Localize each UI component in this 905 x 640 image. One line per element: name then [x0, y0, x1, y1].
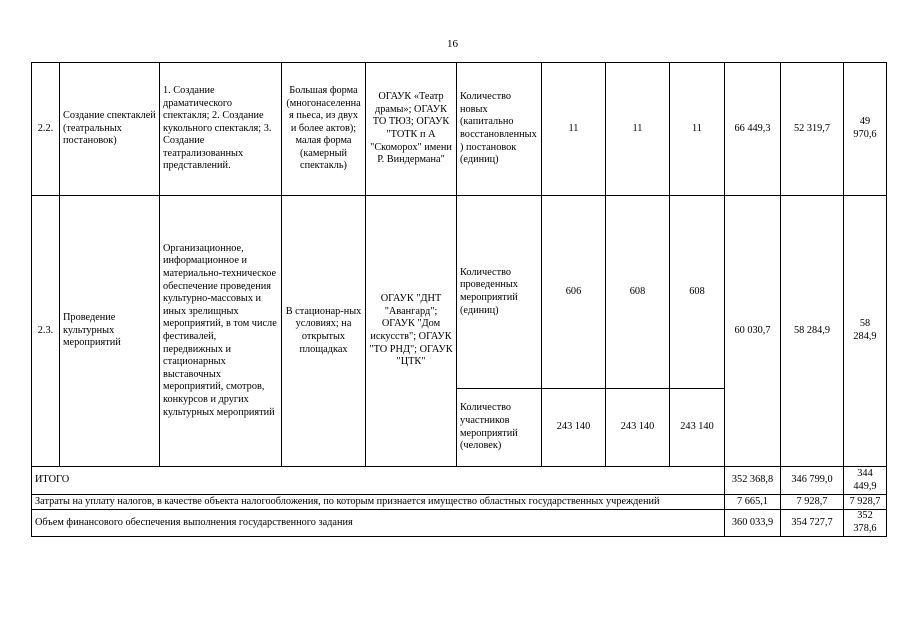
- indicator-value-year1: 606: [542, 196, 606, 389]
- table-row: [32, 196, 887, 389]
- service-form: Большая форма (многонаселенная пьеса, из двух и более актов); малая форма (камерный спектакль): [282, 63, 366, 196]
- service-name: Создание спектаклей (театральных постановок): [60, 63, 160, 196]
- taxes-row: [32, 495, 887, 510]
- total-year3: 344 449,9: [844, 467, 887, 495]
- indicator-value-year2: 608: [606, 196, 670, 389]
- finance-year3: 58 284,9: [844, 196, 887, 467]
- volume-year3: 352 378,6: [844, 510, 887, 537]
- taxes-label: Затраты на уплату налогов, в качестве объекта налогообложения, по которым признается имущество областных государственных учреждений: [32, 495, 725, 510]
- indicator-name: Количество новых (капитально восстановленных) постановок (единиц): [457, 63, 542, 196]
- indicator-name: Количество проведенных мероприятий (единиц): [457, 196, 542, 389]
- volume-year1: 360 033,9: [725, 510, 781, 537]
- volume-label: Объем финансового обеспечения выполнения государственного задания: [32, 510, 725, 537]
- taxes-year2: 7 928,7: [781, 495, 844, 510]
- indicator-value-year2: 11: [606, 63, 670, 196]
- volume-year2: 354 727,7: [781, 510, 844, 537]
- finance-year3: 49 970,6: [844, 63, 887, 196]
- table-row: [32, 63, 887, 196]
- total-row: [32, 467, 887, 495]
- state-assignment-table: [31, 62, 887, 537]
- row-number: 2.2.: [32, 63, 60, 196]
- finance-year2: 52 319,7: [781, 63, 844, 196]
- indicator-value-year1: 243 140: [542, 389, 606, 467]
- institutions: ОГАУК "ДНТ "Авангард"; ОГАУК "Дом искусств"; ОГАУК "ТО РНД"; ОГАУК "ЦТК": [366, 196, 457, 467]
- indicator-value-year3: 608: [670, 196, 725, 389]
- finance-year1: 66 449,3: [725, 63, 781, 196]
- service-form: В стационар-ных условиях; на открытых площадках: [282, 196, 366, 467]
- indicator-name: Количество участников мероприятий (человек): [457, 389, 542, 467]
- taxes-year3: 7 928,7: [844, 495, 887, 510]
- service-content: 1. Создание драматического спектакля; 2. Создание кукольного спектакля; 3. Создание театрализованных представлений.: [160, 63, 282, 196]
- total-label: ИТОГО: [32, 467, 725, 495]
- service-name: Проведение культурных мероприятий: [60, 196, 160, 467]
- indicator-value-year3: 243 140: [670, 389, 725, 467]
- indicator-value-year1: 11: [542, 63, 606, 196]
- finance-year1: 60 030,7: [725, 196, 781, 467]
- row-number: 2.3.: [32, 196, 60, 467]
- taxes-year1: 7 665,1: [725, 495, 781, 510]
- finance-year2: 58 284,9: [781, 196, 844, 467]
- indicator-value-year2: 243 140: [606, 389, 670, 467]
- volume-row: [32, 510, 887, 537]
- institutions: ОГАУК «Театр драмы»; ОГАУК ТО ТЮЗ; ОГАУК "ТОТК п А "Скоморох" имени Р. Виндермана": [366, 63, 457, 196]
- indicator-value-year3: 11: [670, 63, 725, 196]
- total-year1: 352 368,8: [725, 467, 781, 495]
- total-year2: 346 799,0: [781, 467, 844, 495]
- page-number: 16: [447, 38, 458, 50]
- service-content: Организационное, информационное и материально-техническое обеспечение проведения культурно-массовых и иных зрелищных мероприятий, в том числе фестивалей, передвижных и стационарных выставочных мероприятий, смотров, конкурсов и других культурных мероприятий: [160, 196, 282, 467]
